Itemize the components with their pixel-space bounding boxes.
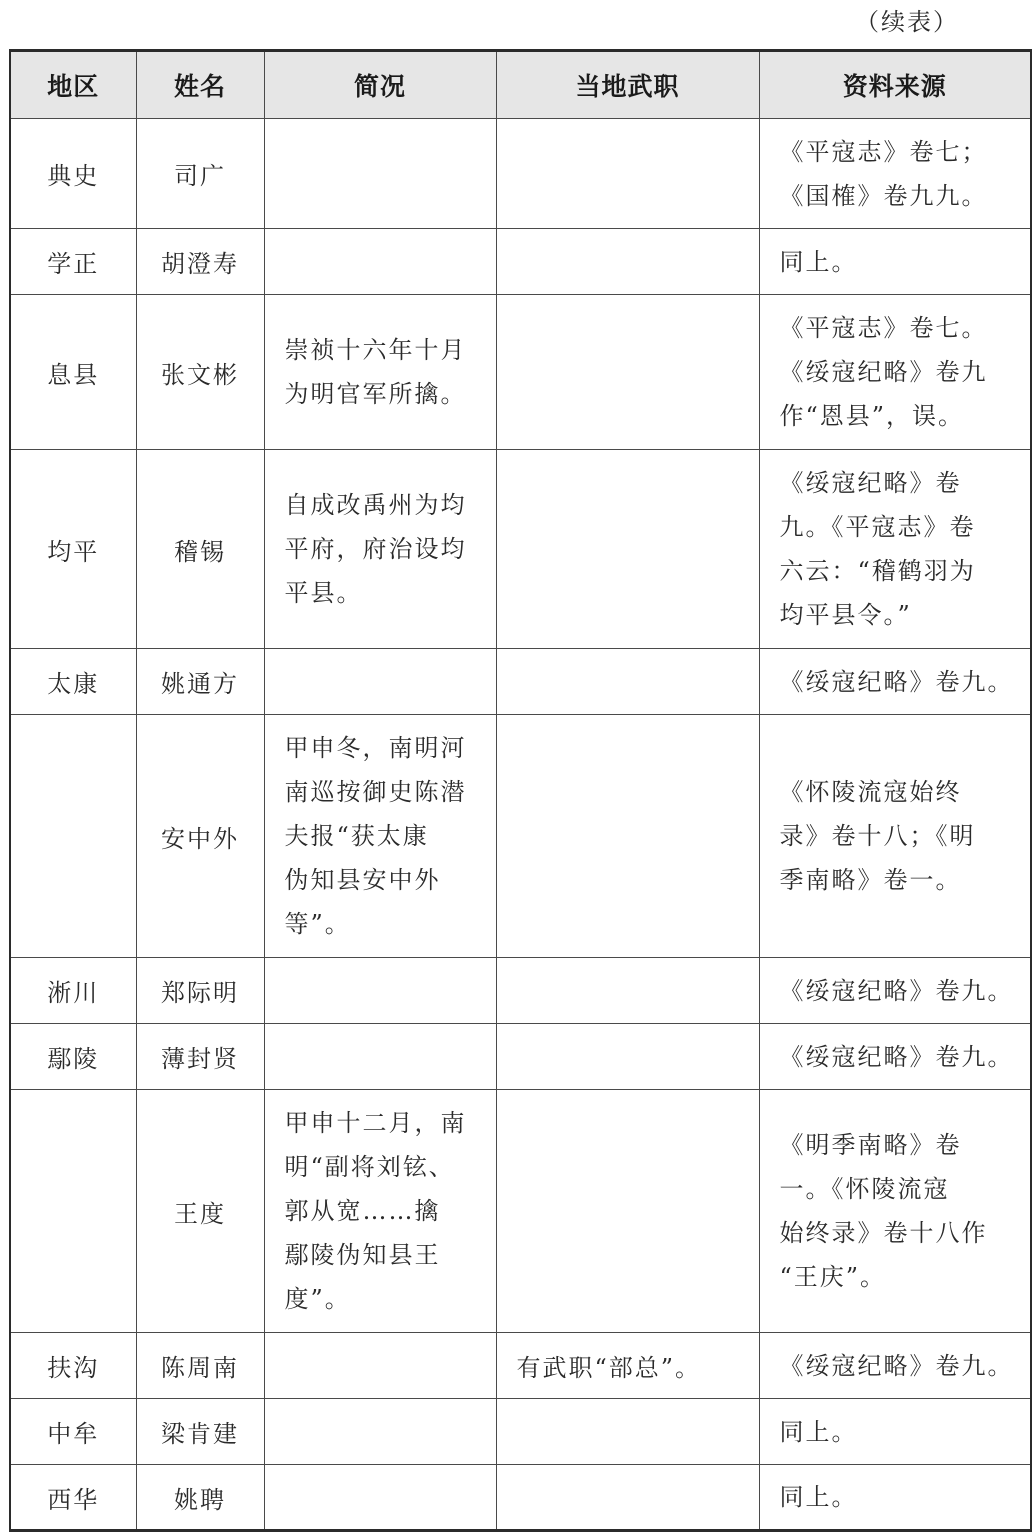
table-row <box>10 119 1031 229</box>
summary-line: 自成改禹州为均 <box>284 491 467 519</box>
cell-region: 太康 <box>10 649 136 715</box>
cell-local-military-post <box>496 119 759 229</box>
summary-line: 夫报“获太康 <box>284 822 429 850</box>
source-line: 一。《怀陵流寇 <box>779 1175 950 1203</box>
source-line: 均平县令。” <box>779 601 912 629</box>
cell-local-military-post <box>496 295 759 450</box>
cell-summary <box>264 1465 496 1531</box>
cell-source <box>759 1465 1031 1531</box>
summary-line: 明“副将刘铉、 <box>284 1153 455 1181</box>
table-row <box>10 450 1031 649</box>
source-line: 九。《平寇志》卷 <box>779 513 976 541</box>
header-local-military-post: 当地武职 <box>496 51 759 119</box>
cell-name: 姚通方 <box>136 649 264 715</box>
cell-source <box>759 119 1031 229</box>
cell-summary <box>264 649 496 715</box>
cell-name: 梁肯建 <box>136 1399 264 1465</box>
source-line: “王庆”。 <box>779 1263 887 1291</box>
source-line: 《平寇志》卷七。 <box>779 314 988 342</box>
cell-source <box>759 1333 1031 1399</box>
cell-source <box>759 1399 1031 1465</box>
cell-source <box>759 649 1031 715</box>
table-row <box>10 1465 1031 1531</box>
header-name: 姓名 <box>136 51 264 119</box>
cell-local-military-post <box>496 1024 759 1090</box>
table-header-row <box>10 51 1031 119</box>
cell-region: 鄢陵 <box>10 1024 136 1090</box>
summary-line: 崇祯十六年十月 <box>284 336 467 364</box>
cell-region <box>10 715 136 958</box>
cell-region: 息县 <box>10 295 136 450</box>
source-line: 录》卷十八；《明 <box>779 822 976 850</box>
table-row <box>10 1333 1031 1399</box>
cell-summary <box>264 1333 496 1399</box>
cell-source <box>759 1024 1031 1090</box>
cell-source <box>759 295 1031 450</box>
cell-local-military-post <box>496 958 759 1024</box>
source-line: 《绥寇纪略》卷九。 <box>779 1042 1014 1071</box>
table-row <box>10 1399 1031 1465</box>
header-summary: 简况 <box>264 51 496 119</box>
source-line: 《绥寇纪略》卷九 <box>779 358 988 386</box>
source-line: 《绥寇纪略》卷九。 <box>779 1351 1014 1380</box>
cell-summary <box>264 295 496 450</box>
summary-line: 等”。 <box>284 910 351 938</box>
source-line: 《绥寇纪略》卷九。 <box>779 976 1014 1005</box>
cell-name: 司广 <box>136 119 264 229</box>
source-line: 《怀陵流寇始终 <box>779 778 962 806</box>
summary-line: 甲申十二月，南 <box>284 1109 467 1137</box>
table-row <box>10 958 1031 1024</box>
summary-line: 平府，府治设均 <box>284 535 467 563</box>
cell-region: 学正 <box>10 229 136 295</box>
officials-table <box>9 49 1032 1532</box>
cell-name: 胡澄寿 <box>136 229 264 295</box>
cell-name: 薄封贤 <box>136 1024 264 1090</box>
cell-name: 张文彬 <box>136 295 264 450</box>
cell-region: 均平 <box>10 450 136 649</box>
cell-source <box>759 1090 1031 1333</box>
header-source: 资料来源 <box>759 51 1031 119</box>
cell-local-military-post <box>496 649 759 715</box>
source-line: 季南略》卷一。 <box>779 866 962 894</box>
cell-summary <box>264 1024 496 1090</box>
cell-name: 郑际明 <box>136 958 264 1024</box>
source-line: 《明季南略》卷 <box>779 1131 962 1159</box>
cell-local-military-post <box>496 229 759 295</box>
cell-region: 中牟 <box>10 1399 136 1465</box>
cell-summary <box>264 450 496 649</box>
table-row <box>10 229 1031 295</box>
source-line: 同上。 <box>779 1483 858 1511</box>
source-line: 《平寇志》卷七； <box>779 137 988 166</box>
source-line: 始终录》卷十八作 <box>779 1219 988 1247</box>
cell-summary <box>264 229 496 295</box>
summary-line: 鄢陵伪知县王 <box>284 1241 441 1269</box>
cell-summary <box>264 1399 496 1465</box>
cell-summary <box>264 715 496 958</box>
cell-name: 陈周南 <box>136 1333 264 1399</box>
table-row <box>10 1090 1031 1333</box>
cell-source <box>759 715 1031 958</box>
table-row <box>10 715 1031 958</box>
cell-name: 姚聘 <box>136 1465 264 1531</box>
cell-name: 稽锡 <box>136 450 264 649</box>
cell-summary <box>264 119 496 229</box>
table-row <box>10 295 1031 450</box>
table-row <box>10 1024 1031 1090</box>
header-region: 地区 <box>10 51 136 119</box>
cell-region: 西华 <box>10 1465 136 1531</box>
table-body <box>10 119 1031 1531</box>
source-line: 同上。 <box>779 247 858 276</box>
cell-region: 典史 <box>10 119 136 229</box>
cell-local-military-post <box>496 1090 759 1333</box>
cell-source <box>759 450 1031 649</box>
summary-line: 伪知县安中外 <box>284 866 441 894</box>
cell-local-military-post: 有武职“部总”。 <box>496 1333 759 1399</box>
summary-line: 平县。 <box>284 579 363 607</box>
cell-local-military-post <box>496 1465 759 1531</box>
summary-line: 度”。 <box>284 1285 351 1313</box>
summary-line: 甲申冬，南明河 <box>284 734 467 762</box>
cell-local-military-post <box>496 450 759 649</box>
cell-source <box>759 958 1031 1024</box>
cell-source <box>759 229 1031 295</box>
cell-summary <box>264 958 496 1024</box>
cell-summary <box>264 1090 496 1333</box>
summary-line: 南巡按御史陈潜 <box>284 778 467 806</box>
source-line: 同上。 <box>779 1417 858 1446</box>
summary-line: 为明官军所擒。 <box>284 380 467 408</box>
cell-local-military-post <box>496 1399 759 1465</box>
cell-name: 安中外 <box>136 715 264 958</box>
cell-local-military-post <box>496 715 759 958</box>
source-line: 《绥寇纪略》卷 <box>779 469 962 497</box>
cell-region <box>10 1090 136 1333</box>
table-row <box>10 649 1031 715</box>
cell-name: 王度 <box>136 1090 264 1333</box>
summary-line: 郭从宽……擒 <box>284 1197 441 1225</box>
cell-region: 扶沟 <box>10 1333 136 1399</box>
source-line: 作“恩县”，误。 <box>779 402 965 430</box>
source-line: 《国榷》卷九九。 <box>779 181 988 210</box>
source-line: 六云：“稽鹤羽为 <box>779 557 976 585</box>
cell-region: 淅川 <box>10 958 136 1024</box>
continued-table-label: （续表） <box>855 8 959 36</box>
source-line: 《绥寇纪略》卷九。 <box>779 667 1014 696</box>
